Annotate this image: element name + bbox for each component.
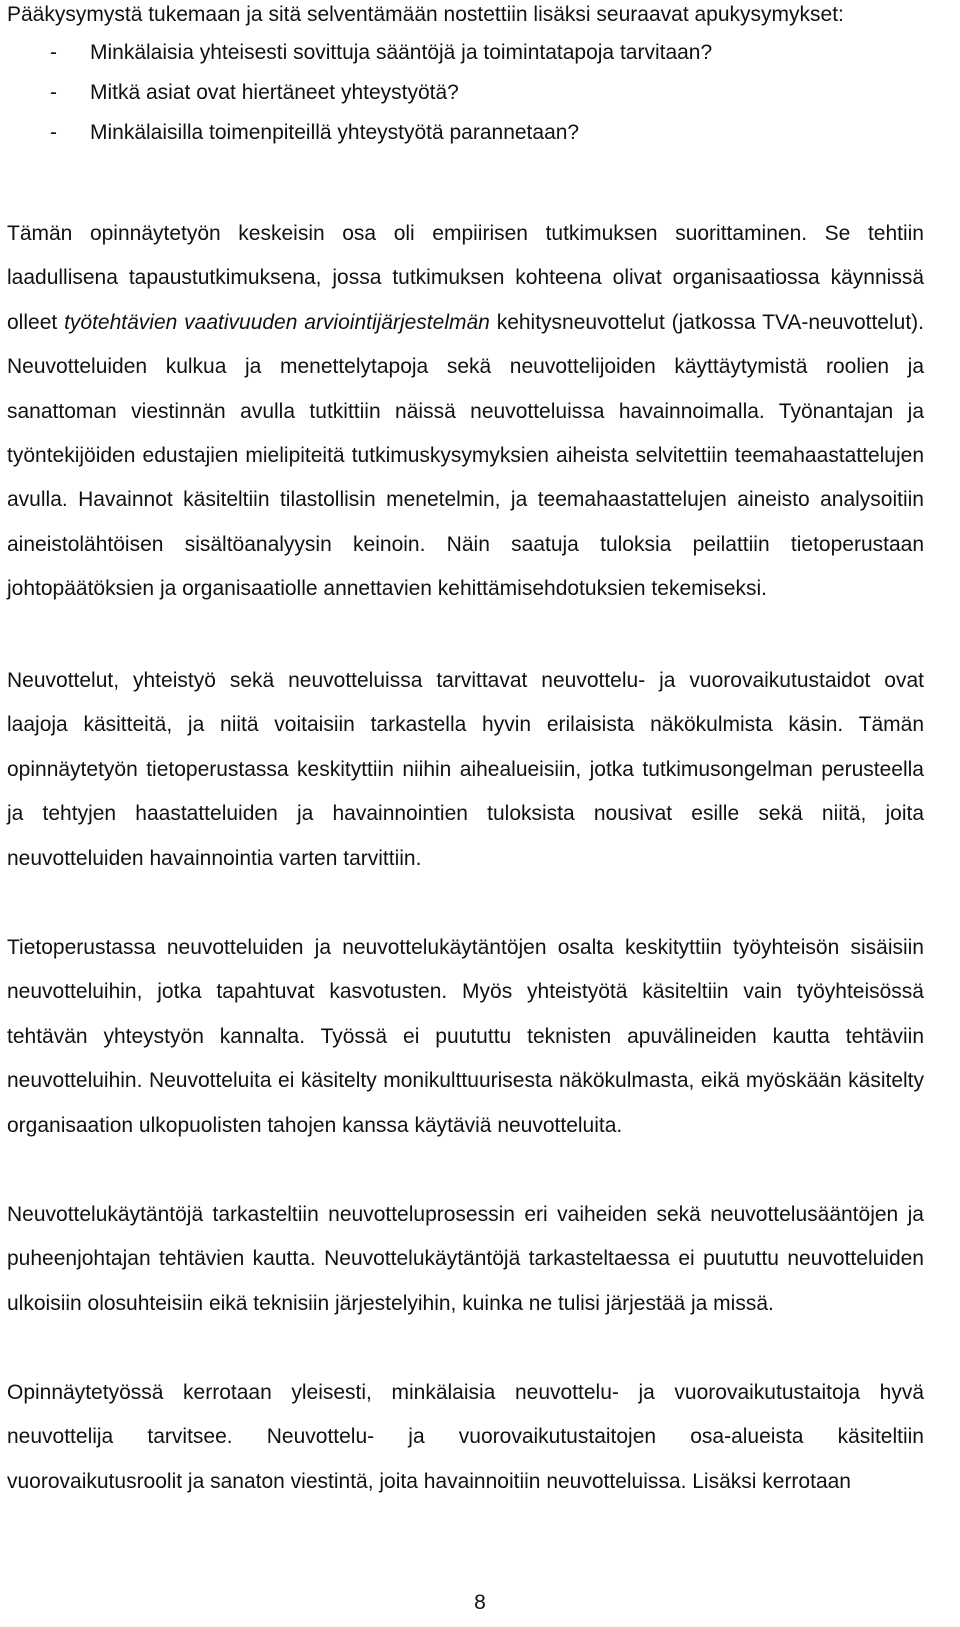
paragraph-text: kehitysneuvottelut (jatkossa TVA-neuvottelut). Neuvotteluiden kulkua ja menettelytapoja sekä neuvottelijoiden käyttäytymistä roolien ja sanattoman viestinnän avulla tutkittiin näissä neuvotteluissa havainnoimalla. Työnantajan ja työntekijöiden edustajien mielipiteitä tutkimuskysymyksien aiheista selvitettiin teemahaastattelujen avulla. Havainnot käsiteltiin tilastollisin menetelmin, ja teemahaastattelujen aineisto analysoitiin aineistolähtöisen sisältöanalyysin keinoin. Näin saatuja tuloksia peilattiin tietoperustaan johtopäätöksien ja organisaatiolle annettavien kehittämisehdotuksien tekemiseksi. <box>7 310 924 601</box>
bullet-dash: - <box>50 81 57 104</box>
paragraph-skills: Opinnäytetyössä kerrotaan yleisesti, minkälaisia neuvottelu- ja vuorovaikutustaitoja hyvä neuvottelija tarvitsee. Neuvottelu- ja vuorovaikutustaitojen osa-alueista käsiteltiin vuorovaikutusroolit ja sanaton viestintä, joita havainnoitiin neuvotteluissa. Lisäksi kerrotaan <box>7 1381 924 1493</box>
questions-lead: Pääkysymystä tukemaan ja sitä selventämään nostettiin lisäksi seuraavat apukysymykset: <box>7 3 844 26</box>
question-text: Minkälaisia yhteisesti sovittuja sääntöjä ja toimintatapoja tarvitaan? <box>90 41 713 64</box>
question-text: Minkälaisilla toimenpiteillä yhteystyötä parannetaan? <box>90 121 580 144</box>
bullet-dash: - <box>50 121 57 144</box>
paragraph-empirical-research <box>7 212 924 612</box>
question-list <box>7 38 927 158</box>
list-item <box>7 78 927 118</box>
paragraph-concepts: Neuvottelut, yhteistyö sekä neuvotteluissa tarvittavat neuvottelu- ja vuorovaikutustaidot ovat laajoja käsitteitä, ja niitä voitaisiin tarkastella hyvin erilaisista näkökulmista käsin. Tämän opinnäytetyön tietoperustassa keskityttiin niihin aihealueisiin, jotka tutkimusongelman perusteella ja tehtyjen haastatteluiden ja havainnointien tuloksista nousivat esille sekä niitä, joita neuvotteluiden havainnointia varten tarvittiin. <box>7 669 924 870</box>
bullet-dash: - <box>50 41 57 64</box>
paragraph-practices: Neuvottelukäytäntöjä tarkasteltiin neuvotteluprosessin eri vaiheiden sekä neuvottelusääntöjen ja puheenjohtajan tehtävien kautta. Neuvottelukäytäntöjä tarkasteltaessa ei puututtu neuvotteluiden ulkoisiin olosuhteisiin eikä teknisiin järjestelyihin, kuinka ne tulisi järjestää ja missä. <box>7 1203 924 1315</box>
list-item <box>7 118 927 158</box>
question-text: Mitkä asiat ovat hiertäneet yhteystyötä? <box>90 81 459 104</box>
paragraph-scope: Tietoperustassa neuvotteluiden ja neuvottelukäytäntöjen osalta keskityttiin työyhteisön sisäisiin neuvotteluihin, jotka tapahtuvat kasvotusten. Myös yhteistyötä käsiteltiin vain työyhteisössä tehtävän yhteystyön kannalta. Työssä ei puututtu teknisten apuvälineiden kautta tehtäviin neuvotteluihin. Neuvotteluita ei käsitelty monikulttuurisesta näkökulmasta, eikä myöskään käsitelty organisaation ulkopuolisten tahojen kanssa käytäviä neuvotteluita. <box>7 936 924 1137</box>
research-questions-section <box>7 0 927 158</box>
page-number: 8 <box>474 1591 486 1614</box>
list-item <box>7 38 927 78</box>
paragraph-text: Tämän opinnäytetyön keskeisin osa oli empiirisen tutkimuksen suorittaminen. Se tehtiin laadullisena tapaustutkimuksena, jossa tutkimuksen kohteena olivat organisaatiossa käynnissä olleet <box>7 222 924 334</box>
paragraph-emphasis: työtehtävien vaativuuden arviointijärjestelmän <box>64 310 490 334</box>
